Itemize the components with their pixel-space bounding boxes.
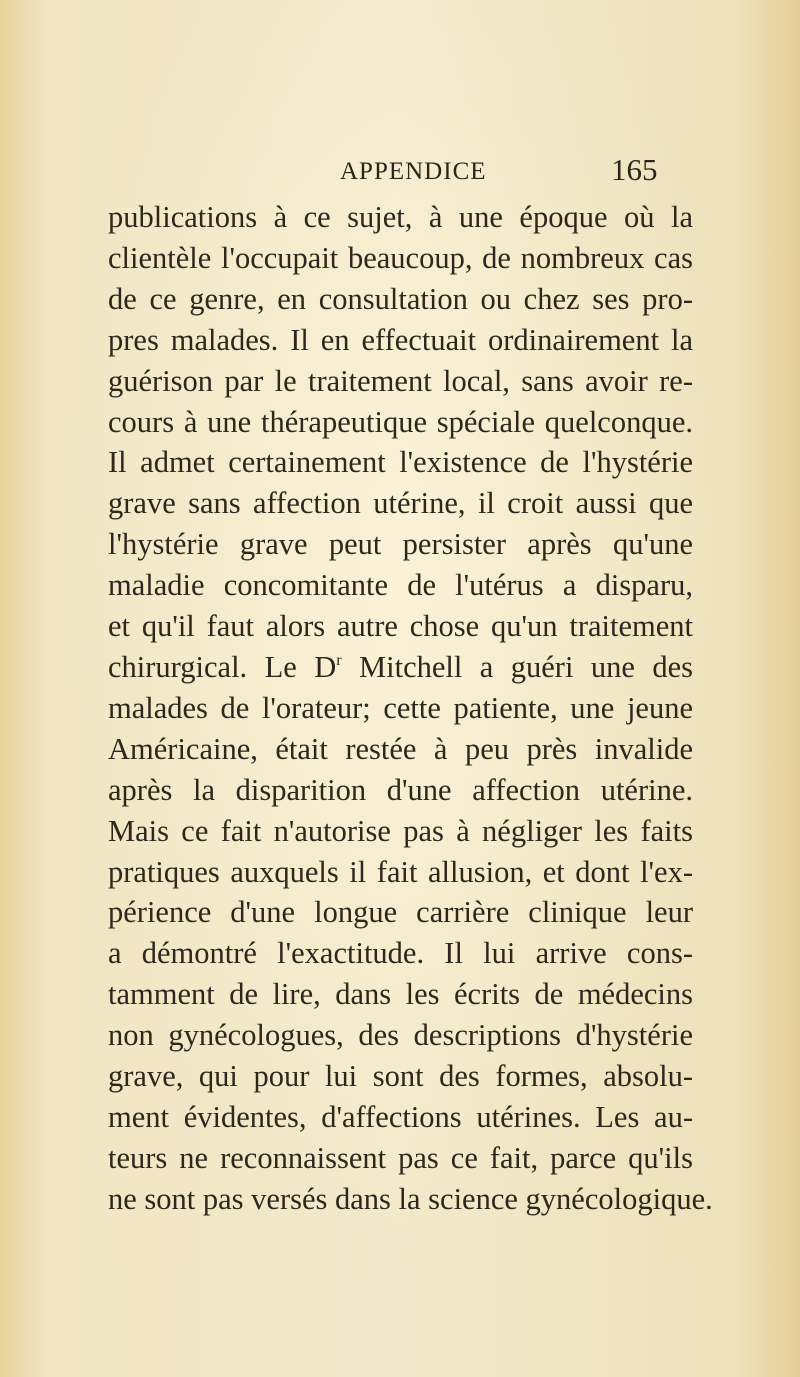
text-segment: chirurgical. Le D [108,649,337,684]
text-line: périence d'une longue carrière clinique leur [108,895,693,930]
text-line: après la disparition d'une affection utérine. [108,772,693,807]
text-line: l'hystérie grave peut persister après qu'une [108,527,693,562]
text-line: teurs ne reconnaissent pas ce fait, parce qu'ils [108,1140,693,1175]
text-line: malades de l'orateur; cette patiente, une jeune [108,690,693,725]
text-line: ment évidentes, d'affections utérines. Les au- [108,1099,693,1134]
text-line: non gynécologues, des descriptions d'hystérie [108,1018,693,1053]
text-line: maladie concomitante de l'utérus a disparu, [108,568,693,603]
text-line: grave, qui pour lui sont des formes, absolu- [108,1059,693,1094]
text-segment: Mitchell a guéri une des [341,649,693,684]
text-line: pres malades. Il en effectuait ordinairement la [108,322,693,357]
text-line: tamment de lire, dans les écrits de médecins [108,977,693,1012]
text-line: Il admet certainement l'existence de l'hystérie [108,445,693,480]
text-line: Mais ce fait n'autorise pas à négliger les faits [108,813,693,848]
text-line: de ce genre, en consultation ou chez ses pro- [108,281,693,316]
body-text [108,197,713,1220]
text-line: grave sans affection utérine, il croit aussi que [108,486,693,521]
text-line: ne sont pas versés dans la science gynécologique. [108,1181,713,1216]
text-line: publications à ce sujet, à une époque où la [108,200,693,234]
text-line: pratiques auxquels il fait allusion, et dont l'ex- [108,854,693,889]
text-line: guérison par le traitement local, sans avoir re- [108,363,693,398]
page-number: 165 [611,152,658,187]
text-line: a démontré l'exactitude. Il lui arrive cons- [108,936,693,971]
text-line: clientèle l'occupait beaucoup, de nombreux cas [108,240,693,275]
text-line: Américaine, était restée à peu près invalide [108,731,693,766]
superscript-abbreviation: r [336,651,342,669]
text-line: et qu'il faut alors autre chose qu'un traitement [108,609,693,644]
running-title: APPENDICE [340,158,487,185]
text-line: cours à une thérapeutique spéciale quelconque. [108,404,693,439]
text-line [108,647,693,688]
